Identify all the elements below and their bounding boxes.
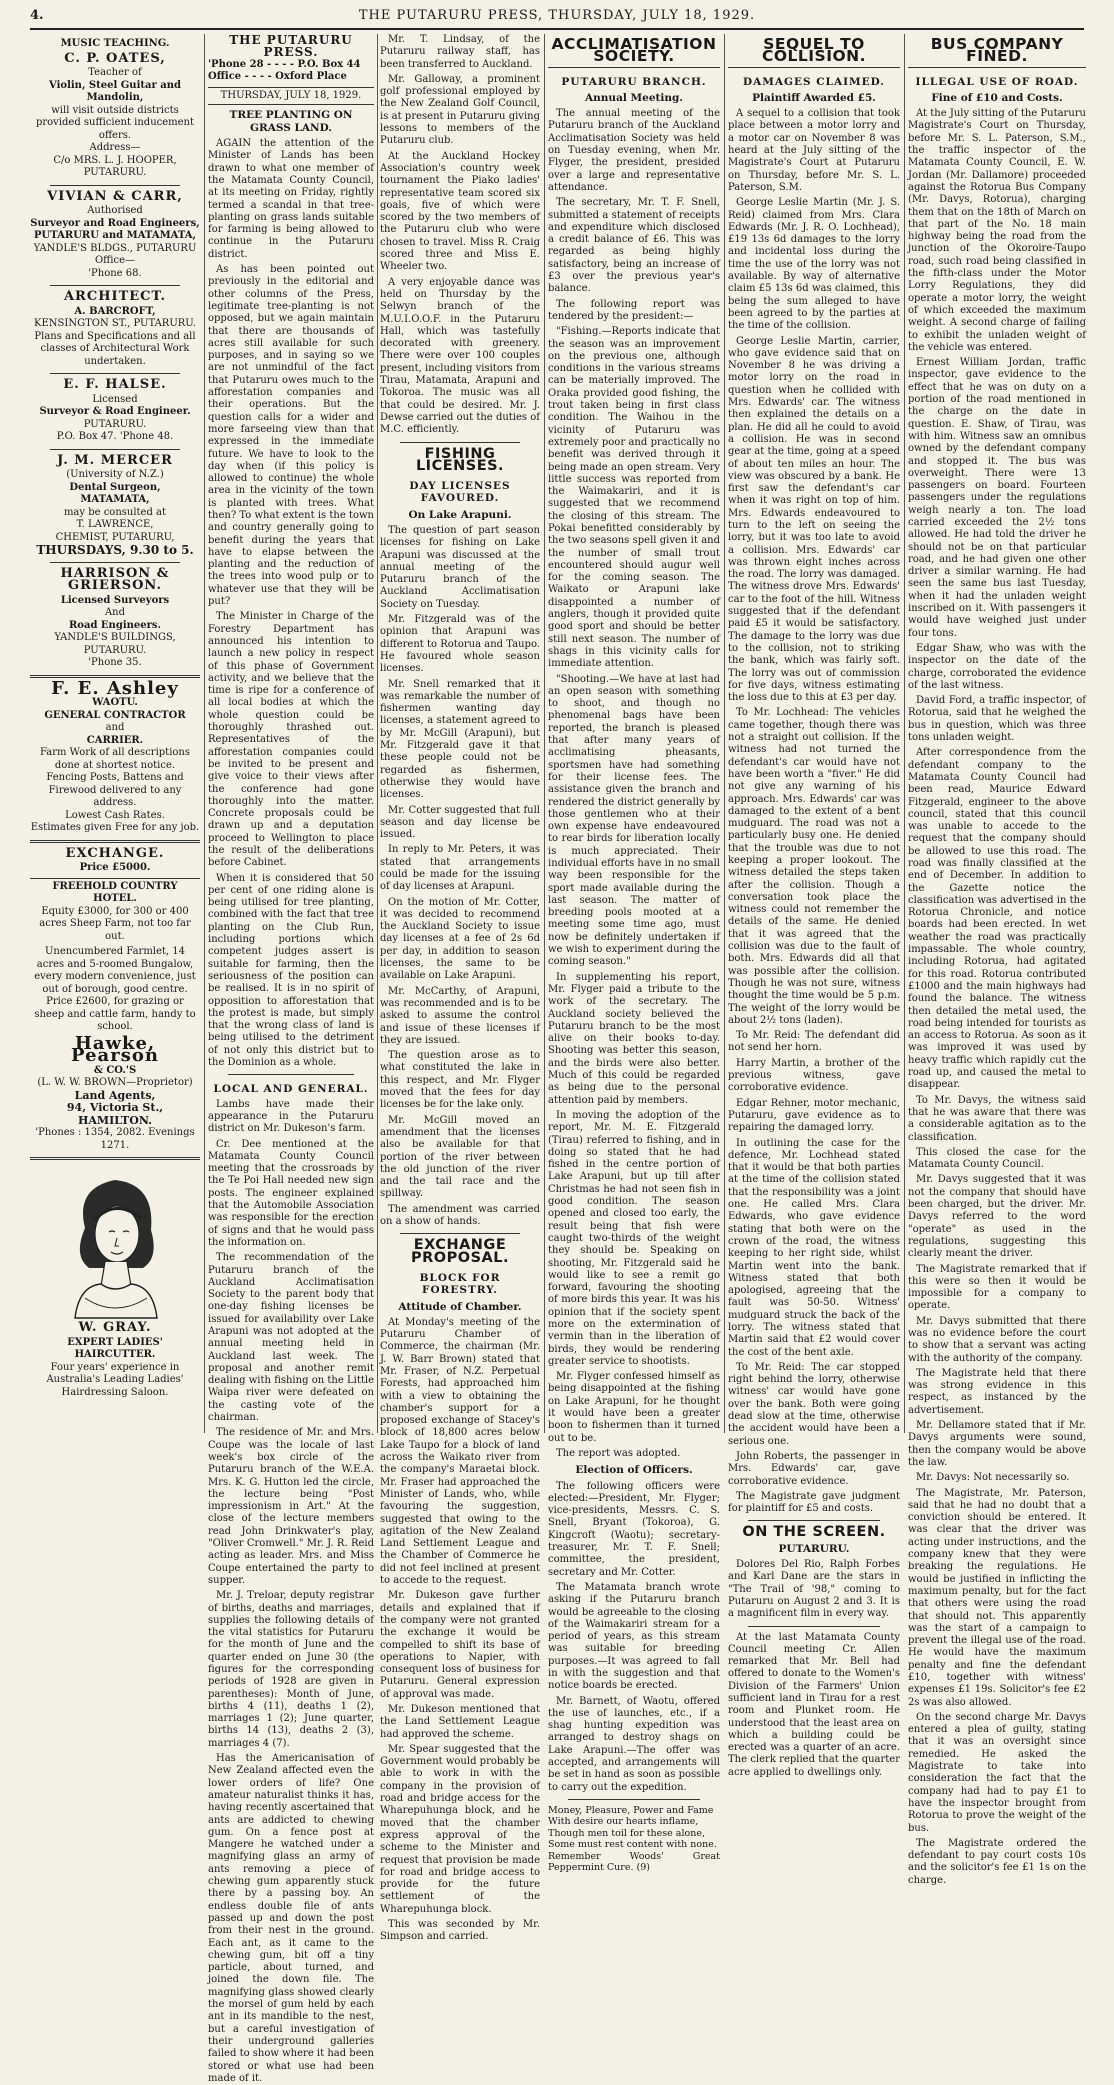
ad-line: and — [105, 722, 125, 733]
ad-gray — [30, 1322, 200, 1399]
paragraph: The report was adopted. — [556, 1447, 681, 1459]
paragraph: The Matamata branch wrote asking if the Putaruru branch would be agreeable to the closing of the Waimakariri stream for a period of years, as this stream was suitable for breeding purposes.—It was agreed to fall in with the suggestion and that notice boards be erected. — [548, 1581, 720, 1692]
paragraph: The Minister in Charge of the Forestry Department has announced his intention to launch a new policy in respect of this phase of Government activity, and we believe that the time is ripe for a conference of all local bodies at which the whole question could be thoroughly thrashed out. Representatives of the afforestation companies could be invited to be present and give voice to their views after the conference had gone thoroughly into the matter. Concrete proposals could be drawn up and a deputation proceed to Wellington to place the result of the deliberations before Cabinet. — [208, 611, 374, 869]
ad-line: Teacher of — [88, 67, 142, 78]
verse-line: Remember Woods' Great Peppermint Cure. (9) — [548, 1850, 720, 1874]
ad-name: J. M. MERCER — [57, 452, 173, 468]
ad-line: THURSDAYS, 9.30 to 5. — [36, 543, 194, 557]
paragraph: Mr. McGill moved an amendment that the licenses also be available for that portion of the river between the old junction of the river and the tail race and the spillway. — [380, 1114, 540, 1200]
news-column-3 — [380, 34, 540, 1943]
paragraph: Has the Americanisation of New Zealand affected even the lower orders of life? One amateur naturalist thinks it has, having recently ascertained that ants are addicted to chewing gum. On a fence post at Mangere he watched under a magnifying glass an army of ants removing a piece of chewing gum apparently stuck there by a passing boy. An endless double file of ants passed up and down the post from their nest in the ground. Each ant, as it came to the chewing gum, bit off a tiny particle, about turned, and joined the down file. The magnifying glass showed clearly the morsel of gum held by each ant in its mandible to the nest, but a careful investigation of their underground galleries failed to show where it had been stored or what use had been made of it. — [208, 1753, 374, 2084]
paragraph: At the July sitting of the Putaruru Magistrate's Court on Thursday, before Mr. S. L. Paterson, S.M., the traffic inspector of the Matamata County Council, E. W. Jordan (Mr. Dallamore) proceeded against the Rotorua Bus Company (Mr. Davys, Rotorua), charging them that on the 18th of March on that part of the No. 18 main highway being the road from the junction of the Okoroire-Taupo road, such road being classified in the fifth-class under the Motor Lorry Regulations, they did operate a motor lorry, the weight of which exceeded the maximum weight. A second charge of failing to exhibit the unladen weight of the vehicle was entered. — [908, 108, 1086, 353]
paragraph: George Leslie Martin (Mr. J. S. Reid) claimed from Mrs. Clara Edwards (Mr. J. R. O. Lochhead), £19 13s 6d damages to the lorry and incidental loss during the time the use of the lorry was not available. By way of alternative claim £5 13s 6d was claimed, this being the sum alleged to have been agreed to by the parties at the time of the collision. — [728, 197, 900, 332]
paragraph: The Magistrate remarked that if this were so then it would be impossible for a company to operate. — [908, 1263, 1086, 1312]
article-subheading: Attitude of Chamber. — [398, 1300, 522, 1313]
article-subheading: Plaintiff Awarded £5. — [752, 91, 876, 104]
article-heading: LOCAL AND GENERAL. — [213, 1083, 369, 1096]
paragraph: The secretary, Mr. T. F. Snell, submitted a statement of receipts and expenditure which disclosed a credit balance of £6. This was regarded as being highly satisfactory, being an increase of £3 over the previous year's balance. — [548, 197, 720, 295]
news-column-6 — [908, 34, 1086, 1886]
paragraph: The following report was tendered by the president:— — [548, 298, 720, 322]
article-subheading: PUTARURU BRANCH. — [561, 75, 707, 88]
paragraph: To Mr. Davys, the witness said that he was aware that there was a considerable agitation as to the classification. — [908, 1094, 1086, 1143]
article-subheading: PUTARURU. — [778, 1542, 850, 1555]
paragraph: To Mr. Reid: The car stopped right behind the lorry, otherwise witness' car would have gone over the bank. Both were going dead slow at the time, otherwise the accident would have been a serious one. — [728, 1361, 900, 1447]
newspaper-title: THE PUTARURU PRESS, THURSDAY, JULY 18, 1929. — [358, 8, 756, 23]
article-subheading: On Lake Arapuni. — [408, 508, 512, 521]
ad-line: Licensed Surveyors — [60, 594, 170, 606]
ad-line: PUTARURU. — [83, 644, 147, 656]
column-rule — [904, 34, 905, 1433]
page-number: 4. — [30, 8, 44, 23]
paragraph: Mr. Cotter suggested that full season and day license be issued. — [380, 804, 540, 841]
paragraph: Mr. Dellamore stated that if Mr. Davys arguments were sound, then the company would be above the law. — [908, 1420, 1086, 1468]
paragraph: "Shooting.—We have at last had an open season with something to shoot, and though no phenomenal bags have been reported, the branch is pleased that after many years of acclimatising pheasants, sportsmen have had something for their license fees. The assistance given the branch and rendered the district generally by those gentlemen who at their own expense have endeavoured to rear birds for liberation locally is much appreciated. Their individual efforts have in no small way been responsible for the sport made available during the last season. The matter of breeding pools mooted at a meeting some time ago, must now be definitely undertaken if we wish to experiment during the coming season." — [548, 673, 720, 968]
paragraph: At Monday's meeting of the Putaruru Chamber of Commerce, the chairman (Mr. J. W. Barr Brown) stated that Mr. Fraser, of N.Z. Perpetual Forests, had approached him with a view to obtaining the chamber's support for a proposed exchange of Stacey's block of 18,800 acres below Lake Taupo for a block of land across the Waikato river from the company's Maraetai block. Mr. Fraser had approached the Minister of Lands, who, while favouring the suggestion, suggested that owing to the agitation of the New Zealand Land Settlement League and the Chamber of Commerce he did not feel inclined at present to accede to the request. — [380, 1316, 540, 1587]
ad-line: C/o MRS. L. J. HOOPER, — [53, 154, 177, 166]
paragraph: Mr. T. Lindsay, of the Putaruru railway staff, has been transferred to Auckland. — [380, 34, 540, 70]
ad-line: Dental Surgeon, — [69, 481, 161, 493]
ad-line: Road Engineers. — [69, 619, 161, 631]
ad-line: will visit outside districts provided sufficient inducement offers. — [35, 104, 195, 141]
ad-heading: EXCHANGE. — [65, 845, 165, 861]
editorial-column — [208, 33, 374, 2084]
paragraph: In reply to Mr. Peters, it was stated that arrangements could be made for the issuing of day licenses at Arapuni. — [380, 844, 540, 893]
paragraph: The following officers were elected:—President, Mr. Flyger; vice-presidents, Messrs. C. S. Snell, Bryant (Tokoroa), G. Kingcroft (Waotu); secretary-treasurer, Mr. T. F. Snell; committee, the president, secretary and Mr. Cotter. — [548, 1480, 720, 1578]
ad-line: Authorised — [87, 205, 143, 216]
article-subheading: Election of Officers. — [575, 1464, 693, 1477]
ad-line: Land Agents, — [74, 1088, 156, 1102]
ad-music-teaching — [30, 38, 200, 180]
paragraph: John Roberts, the passenger in Mrs. Edwards' car, gave corroborative evidence. — [728, 1450, 900, 1487]
paragraph: Ernest William Jordan, traffic inspector, gave evidence to the effect that he was on duty on a portion of the road mentioned in the charge on the date in question. E. Shaw, of Tirau, was with him. Witness saw an omnibus owned by the defendant company and stopped it. The bus was overweight. There were 13 passengers on board. Fourteen passengers under the regulations weigh nearly a ton. The load carried exceeded the 2½ tons allowed. He had told the driver he should not be on that particular road, and he had given one other driver a similar warning. He had seen the same bus last Tuesday, when it had the unladen weight inscribed on it. With passengers it would have weighed just under four tons. — [908, 357, 1086, 639]
article-heading: ON THE SCREEN. — [742, 1524, 886, 1541]
ad-name: Hawke, Pearson — [71, 1032, 159, 1066]
ad-architect — [30, 291, 200, 368]
article-heading: ACCLIMATISATION SOCIETY. — [548, 38, 720, 68]
ad-line: may be consulted at — [63, 506, 167, 518]
ad-line: (L. W. W. BROWN—Proprietor) — [37, 1077, 193, 1088]
ad-ashley — [30, 677, 200, 835]
ad-line: YANDLE'S BLDGS., PUTARURU — [33, 242, 197, 254]
article-subheading: ILLEGAL USE OF ROAD. — [915, 75, 1079, 88]
column-rule — [377, 34, 378, 1433]
paragraph: The residence of Mr. and Mrs. Coupe was the locale of last week's box circle of the Putaruru branch of the W.E.A. Mrs. K. G. Hutton led the circle, the lecture being "Post impressionism in Art." At the close of the lecture members read John Drinkwater's play, "Oliver Cromwell." Mr. J. R. Reid acting as leader. Mrs. and Miss Coupe entertained the party to supper. — [208, 1427, 374, 1586]
article-heading: BUS COMPANY FINED. — [908, 38, 1086, 68]
ad-line: Four years' experience in Australia's Leading Ladies' Hairdressing Saloon. — [46, 1361, 184, 1398]
verse-line: With desire our hearts inflame, — [548, 1816, 699, 1828]
ad-line: MATAMATA, — [80, 494, 150, 505]
ad-line: T. LAWRENCE, — [76, 519, 154, 530]
article-heading: FISHING LICENSES. — [415, 445, 505, 474]
ad-line: Address— — [89, 142, 141, 153]
paragraph: "Fishing.—Reports indicate that the season was an improvement on the previous one, although conditions in the various streams can be materially improved. The Oraka provided good fishing, the trout taken being in first class condition. The Waihou in the vicinity of Putaruru was extremely poor and practically no benefit was derived through it being made an open stream. Very little success was reported from the Waimakariri, and it is suggested that we recommend the closing of this stream. The Pokai benefitted considerably by the two seasons spell given it and the number of small trout encountered should augur well for the coming season. The Waikato or Arapuni lake disappointed a number of anglers, though it provided quite good sport and should be better still next season. The number of shags in this vicinity calls for immediate attention. — [548, 326, 720, 670]
paragraph: The recommendation of the Putaruru branch of the Auckland Acclimatisation Society to the parent body that one-day fishing licenses be issued for availability over Lake Arapuni was not adopted at the annual meeting held in Auckland last week. The proposal and another remit dealing with fishing on the Little Waipa river were defeated on the casting vote of the chairman. — [208, 1252, 374, 1424]
paragraph: Mr. Davys suggested that it was not the company that should have been charged, but the driver. Mr. Davys referred to the word "operate" as used in the regulations, suggesting this clearly meant the driver. — [908, 1174, 1086, 1260]
paper-header — [208, 34, 374, 83]
ad-line: Farm Work of all descriptions done at shortest notice. — [40, 747, 190, 771]
paragraph: On the second charge Mr. Davys entered a plea of guilty, stating that it was an oversight since remedied. He asked the Magistrate to take into consideration the fact that the company had had to pay £1 to have the inspector brought from Rotorua to prove the weight of the bus. — [908, 1711, 1086, 1834]
paragraph: Mr. Snell remarked that it was remarkable the number of fishermen wanting day licenses, a statement agreed to by Mr. McGill (Arapuni), but Mr. Fitzgerald gave it that these people could not be regarded as fishermen, otherwise they would have licenses. — [380, 678, 540, 801]
paragraph: This was seconded by Mr. Simpson and carried. — [380, 1919, 540, 1943]
paragraph: This closed the case for the Matamata County Council. — [908, 1146, 1086, 1171]
ad-vivian-carr — [30, 188, 200, 281]
ad-line: (University of N.Z.) — [66, 469, 164, 480]
news-column-4 — [548, 34, 720, 1874]
verse-line: Some must rest content with none. — [548, 1839, 717, 1851]
paragraph: George Leslie Martin, carrier, who gave evidence said that on November 8 he was driving a motor lorry on the road in question when he collided with Mrs. Edwards' car. The witness then explained the details on a plan. He did all he could to avoid a collision. He was in second gear at the time, going at a speed of about ten miles an hour. The view was obscured by a bank. He first saw the defendant's car when it was right on top of him. Mrs. Edwards endeavoured to turn to the left on seeing the lorry, but it was too late to avoid a collision. Mrs. Edwards' car was thrown eight inches across the road. The lorry was damaged. The witness drove Mrs. Edwards' car to the foot of the hill. Witness suggested that if the defendant paid £5 it would be satisfactory. The damage to the lorry was due to the collision, not to striking the bank, which was fairly soft. The lorry was out of commission for five days, witness estimating the loss due to this at £3 per day. — [728, 335, 900, 704]
paragraph: Mr. Galloway, a prominent golf professional employed by the New Zealand Golf Council, is at present in Putaruru giving lessons to members of the Putaruru club. — [380, 73, 540, 147]
paragraph: Mr. Davys submitted that there was no evidence before the court to show that a servant was acting with the authority of the company. — [908, 1315, 1086, 1364]
paragraph: Mr. Davys: Not necessarily so. — [916, 1472, 1070, 1484]
dateline: THURSDAY, JULY 18, 1929. — [208, 87, 374, 105]
ad-line: Mandolin, — [86, 92, 144, 103]
ad-exchange — [30, 845, 200, 1034]
ad-heading: ARCHITECT. — [63, 289, 167, 304]
article-heading: TREE PLANTING ON GRASS LAND. — [229, 109, 353, 134]
article-heading: SEQUEL TO COLLISION. — [728, 38, 900, 68]
ad-line: PUTARURU. — [83, 418, 147, 430]
ad-line: 'Phone 68. — [88, 267, 142, 279]
paragraph: Mr. Flyger confessed himself as being disappointed at the fishing on Lake Arapuni, for he thought it would have been a greater boon to fishermen than it turned out to be. — [548, 1371, 720, 1444]
ad-line: PUTARURU. — [83, 167, 147, 178]
ad-line: PUTARURU and MATAMATA, — [33, 230, 196, 241]
ad-harrison-grierson — [30, 565, 200, 670]
paragraph: Edgar Shaw, who was with the inspector on the date of the charge, corroborated the evidence of the last witness. — [908, 642, 1086, 691]
advert-column — [30, 34, 200, 1433]
ad-line: 'Phone 35. — [88, 657, 142, 668]
paragraph: On the motion of Mr. Cotter, it was decided to recommend the Auckland Society to issue day licenses at a fee of 2s 6d per day, in addition to season licenses, the same to be available on Lake Arapuni. — [380, 896, 540, 982]
ad-mercer — [30, 452, 200, 557]
ad-hawke-pearson — [30, 1032, 200, 1153]
paragraph: The question of part season licenses for fishing on Lake Arapuni was discussed at the annual meeting of the Putaruru branch of the Auckland Acclimatisation Society on Tuesday. — [380, 524, 540, 610]
ad-name: C. P. OATES, — [64, 50, 166, 66]
ad-name: F. E. Ashley — [51, 677, 179, 699]
ad-line: Surveyor and Road Engineers, — [30, 217, 200, 229]
ad-line: YANDLE'S BUILDINGS, — [54, 632, 176, 643]
paragraph: A sequel to a collision that took place between a motor lorry and a motor car on November 8 was heard at the July sitting of the Magistrate's Court at Putaruru on Thursday, before Mr. S. L. Paterson, S.M. — [728, 108, 900, 193]
ad-line: 'Phones : 1354, 2082. Evenings 1271. — [35, 1127, 195, 1151]
paragraph: Mr. Fitzgerald was of the opinion that Arapuni was different to Rotorua and Taupo. He favoured whole season licenses. — [380, 614, 540, 675]
paragraph: To Mr. Lochhead: The vehicles came together, though there was not a straight out collision. If the witness had not turned the defendant's car would have not have been worth a "fiver." He did not give any warning of his approach. Mrs. Edwards' car was damaged to the extent of a bent mudguard. The road was not a particularly busy one. He denied that the trouble was due to not keeping a proper lookout. The witness detailed the steps taken after the collision. Though a conversation took place the witness could not remember the details of the same. He denied that it was agreed that the collision was due to the fault of both. Mrs. Edwards did all that was possible after the collision. Though he was not sure, witness thought the time would be 5 p.m. The weight of the lorry would be about 2½ tons (laden). — [728, 707, 900, 1026]
ad-line: Price £5000. — [79, 862, 151, 873]
paragraph: Lambs have made their appearance in the Putaruru district on Mr. Dukeson's farm. — [208, 1098, 374, 1135]
paragraph: Mr. McCarthy, of Arapuni, was recommended and is to be asked to assume the control and issue of these licenses if they are issued. — [380, 985, 540, 1046]
paragraph: The Magistrate ordered the defendant to pay court costs 10s and the solicitor's fee £1 1s on the charge. — [908, 1837, 1086, 1886]
ad-line: FREEHOLD COUNTRY HOTEL. — [30, 878, 200, 906]
ad-line: Violin, Steel Guitar and — [49, 79, 181, 91]
news-column-5 — [728, 34, 900, 1778]
ad-name: W. GRAY. — [78, 1320, 152, 1335]
paragraph: AGAIN the attention of the Minister of Lands has been drawn to what one member of the Matamata County Council, at its meeting on Friday, rightly termed a scandal in that tree-planting on grass lands suitable for farming is being allowed to continue in the Putaruru district. — [208, 138, 374, 260]
article-subheading: Fine of £10 and Costs. — [931, 91, 1063, 104]
paragraph: The annual meeting of the Putaruru branch of the Auckland Acclimatisation Society was held on Tuesday evening, when Mr. Flyger, the president, presided over a large and representative attendance. — [548, 108, 720, 193]
paragraph: A very enjoyable dance was held on Thursday by the Selwyn branch of the M.U.I.O.O.F. in the Putaruru Hall, which was tastefully decorated with greenery. There were over 100 couples present, including visitors from Tirau, Matamata, Arapuni and Tokoroa. The music was all that could be desired. Mr. J. Dewse carried out the duties of M.C. efficiently. — [380, 276, 540, 436]
paragraph: The question arose as to what constituted the lake in this respect, and Mr. Flyger moved that the fees for day licenses be for the lake only. — [380, 1050, 540, 1111]
paragraph: The Magistrate gave judgment for plaintiff for £5 and costs. — [728, 1490, 900, 1515]
paragraph: Mr. Spear suggested that the Government would probably be able to work in with the company in the provision of road and bridge access for the Wharepuhunga block, and he moved that the chamber express approval of the scheme to the Minister and request that provision be made for road and bridge access to provide for the future settlement of the Wharepuhunga block. — [380, 1743, 540, 1915]
ad-line: P.O. Box 47. 'Phone 48. — [56, 431, 174, 442]
ad-line: And — [104, 607, 126, 618]
ad-line: Fencing Posts, Battens and Firewood delivered to any address. — [46, 772, 184, 808]
verse-line: Though men toil for these alone, — [548, 1827, 705, 1839]
article-heading: EXCHANGE PROPOSAL. — [411, 1237, 509, 1266]
ad-line: Equity £3000, for 300 or 400 acres Sheep Farm, not too far out. — [39, 905, 191, 942]
ad-line: Licensed — [92, 393, 138, 405]
ad-line: Estimates given Free for any job. — [30, 822, 200, 833]
ad-halse — [30, 379, 200, 444]
lady-portrait-illustration — [30, 1168, 200, 1318]
paragraph: The amendment was carried on a show of hands. — [380, 1203, 540, 1228]
paragraph: At the last Matamata County Council meeting Cr. Allen remarked that Mr. Bell had offered to donate to the Women's Division of the Farmers' Union sufficient land in Tirau for a rest room and Plunket room. He understood that the least area on which a building could be erected was a quarter of an acre. The clerk replied that the quarter acre applied to dwellings only. — [728, 1631, 900, 1778]
ad-line: WAOTU. — [92, 697, 138, 708]
paragraph: After correspondence from the defendant company to the Matamata County Council had been read, Maurice Edward Fitzgerald, engineer to the above council, stated that this council was unable to accede to the request that the company should be allowed to use this road. The road was finally classified at the end of December. In addition to the Gazette notice the classification was advertised in the Rotorua Chronicle, and notice boards had been erected. In wet weather the road was practically impassable. The whole country, including Rotorua, had agitated for this road. Rotorua contributed £1000 and the main highways had found the balance. The witness then detailed the metal used, the road being intended for tourists as an access to Rotorua. As soon as it was improved it was used by heavy traffic which rapidly cut the road up, and caused the metal to disappear. — [908, 747, 1086, 1091]
ad-name: A. BARCROFT, — [74, 305, 156, 317]
column-rule — [724, 34, 725, 1433]
paragraph: Mr. Barnett, of Waotu, offered the use of launches, etc., if a shag hunting expedition was arranged to destroy shags on Lake Arapuni.—The offer was accepted, and arrangements will be set in hand as soon as possible to carry out the expedition. — [548, 1695, 720, 1793]
paragraph: In outlining the case for the defence, Mr. Lochhead stated that it would be that both parties at the time of the collision stated that the responsibility was a joint one. He called Mrs. Clara Edwards, who gave evidence stating that both were on the crown of the road, the witness keeping to her right side, whilst Martin went into the bank. Witness stated that both apologised, agreeing that the fault was 50-50. Witness' mudguard struck the back of the lorry. The witness stated that Martin said that £2 would cover the cost of the bent axle. — [728, 1137, 900, 1358]
article-subheading: DAMAGES CLAIMED. — [742, 75, 886, 88]
verse-advert — [548, 1805, 720, 1874]
ad-heading: MUSIC TEACHING. — [60, 38, 170, 49]
ad-line: CARRIER. — [86, 734, 144, 746]
paper-name: THE PUTARURU PRESS. — [229, 33, 353, 60]
ad-line: Unencumbered Farmlet, 14 acres and 5-roomed Bungalow, every modern convenience, just out of borough, good centre. Price £2600, for grazing or sheep and cattle farm, handy to school. — [34, 946, 196, 1032]
ad-name: VIVIAN & CARR, — [47, 188, 183, 204]
ad-line: & CO.'S — [93, 1064, 137, 1076]
ad-line: KENSINGTON ST., PUTARURU. — [34, 318, 196, 329]
ad-line: 94, Victoria St., HAMILTON. — [66, 1101, 164, 1127]
verse-line: Money, Pleasure, Power and Fame — [548, 1804, 714, 1816]
paragraph: The Magistrate held that there was strong evidence in this respect, as instanced by the advertisement. — [908, 1367, 1086, 1416]
article-subheading: Annual Meeting. — [585, 91, 683, 104]
ad-line: Surveyor & Road Engineer. — [39, 406, 191, 417]
paragraph: Dolores Del Rio, Ralph Forbes and Karl Dane are the stars in "The Trail of '98," coming to Putaruru on August 2 and 3. It is a magnificent film in every way. — [728, 1559, 900, 1620]
ad-line: EXPERT LADIES' HAIRCUTTER. — [67, 1336, 163, 1360]
column-rule — [204, 34, 205, 1433]
paragraph: Edgar Rehner, motor mechanic, Putaruru, gave evidence as to repairing the damaged lorry. — [728, 1097, 900, 1134]
paragraph: Harry Martin, a brother of the previous witness, gave corroborative evidence. — [728, 1057, 900, 1094]
ad-line: Plans and Specifications and all classes of Architectural Work undertaken. — [34, 330, 196, 367]
paragraph: Mr. J. Treloar, deputy registrar of births, deaths and marriages, supplies the following details of the vital statistics for Putaruru for the month of June and the quarter ended on June 30 (the figures for the corresponding periods of 1928 are given in parentheses): Month of June, births 4 (11), deaths 1 (2), marriages 1 (2); June quarter, births 14 (13), deaths 2 (3), marriages 4 (7). — [208, 1590, 374, 1749]
ad-line: GENERAL CONTRACTOR — [44, 709, 186, 721]
masthead — [30, 6, 1084, 30]
column-rule — [544, 34, 545, 1433]
paragraph: At the Auckland Hockey Association's country week tournament the Piako ladies' representative team scored six goals, five of which were scored by the two members of the Putaruru club who were chosen to travel. Miss R. Craig scored three and Miss E. Wheeler two. — [380, 150, 540, 273]
paragraph: In supplementing his report, Mr. Flyger paid a tribute to the work of the secretary. The Auckland society believed the Putaruru branch to be the most alive on their books to-day. Shooting was better this season, and the birds were also better. Much of this could be regarded as being due to the personal attention paid by members. — [548, 971, 720, 1106]
paragraph: To Mr. Reid: The defendant did not send her horn. — [728, 1030, 900, 1054]
paragraph: Mr. Dukeson gave further details and explained that if the company were not granted the exchange it would be compelled to shift its base of operations to Napier, with consequent loss of business for Putaruru. General expression of approval was made. — [380, 1590, 540, 1700]
paragraph: As has been pointed out previously in the editorial and other columns of the Press, legitimate tree-planting is not opposed, but we again maintain that there are thousands of acres still available for such purposes, and in saying so we are not unmindful of the fact that Putaruru owes much to the afforestation companies and their operations. But the question calls for a wider and more farseeing view than that expressed in the immediate future. We have to look to the day when (if this policy is allowed to continue) the whole area in the vicinity of the town is planted with trees. What then? To what extent is the town and country generally going to benefit during the years that have to elapse between the planting and the reduction of the trees into wood pulp or to whatever use that they will be put? — [208, 264, 374, 608]
paragraph: Cr. Dee mentioned at the Matamata County Council meeting that the crossroads by the Te Poi Hall needed new sign posts. The engineer explained that the Automobile Association was responsible for the erection of signs and that he would pass the information on. — [208, 1138, 374, 1248]
ad-name: HARRISON & GRIERSON. — [60, 565, 170, 593]
article-subheading: DAY LICENSES FAVOURED. — [409, 480, 511, 505]
paragraph: The Magistrate, Mr. Paterson, said that he had no doubt that a conviction should be entered. It was clear that the driver was acting under instructions, and the company knew that they were breaking the regulations. He would be justified in inflicting the maximum penalty, but for the fact that others were using the road that should not. This apparently was the start of a campaign to prevent the illegal use of the road. He would have the maximum penalty and fine the defendant £10, together with witness' expenses £1 19s. Solicitor's fee £2 2s was also allowed. — [908, 1487, 1086, 1708]
ad-line: Lowest Cash Rates. — [65, 809, 165, 821]
paragraph: Mr. Dukeson mentioned that the Land Settlement League had approved the scheme. — [380, 1704, 540, 1740]
ad-name: E. F. HALSE. — [63, 377, 167, 392]
ad-line: Office— — [94, 255, 136, 266]
paragraph: When it is considered that 50 per cent of one riding alone is being utilised for tree planting, combined with the fact that tree planting on the Club Run, including portions which competent judges assert is suitable for farming, then the seriousness of the position can be realised. It is in no spirit of opposition to afforestation that the protest is made, but simply that the wrong class of land is being utilised to the detriment of not only this district but to the Dominion as a whole. — [208, 872, 374, 1069]
paper-phone: 'Phone 28 - - - - P.O. Box 44 — [208, 58, 361, 70]
paragraph: In moving the adoption of the report, Mr. M. E. Fitzgerald (Tirau) referred to fishing, and in doing so stated that he had fished in the centre portion of Lake Arapuni, but up till after Christmas he had not seen fish in good condition. The season opened and closed too early, the result being that fish were caught two-thirds of the weight they should be. Speaking on shooting, Mr. Fitzgerald said he would like to see a remit go forward, favouring the shooting of more birds this year. It was his opinion that if the society spent more on the extermination of vermin than in the liberation of birds, they would be rendering greater service to shootists. — [548, 1109, 720, 1367]
article-subheading: BLOCK FOR FORESTRY. — [419, 1271, 501, 1297]
paper-office: Office - - - - Oxford Place — [208, 70, 347, 82]
paragraph: David Ford, a traffic inspector, of Rotorua, said that he weighed the bus in question, which was three tons unladen weight. — [908, 695, 1086, 744]
ad-line: CHEMIST, PUTARURU, — [55, 531, 175, 543]
